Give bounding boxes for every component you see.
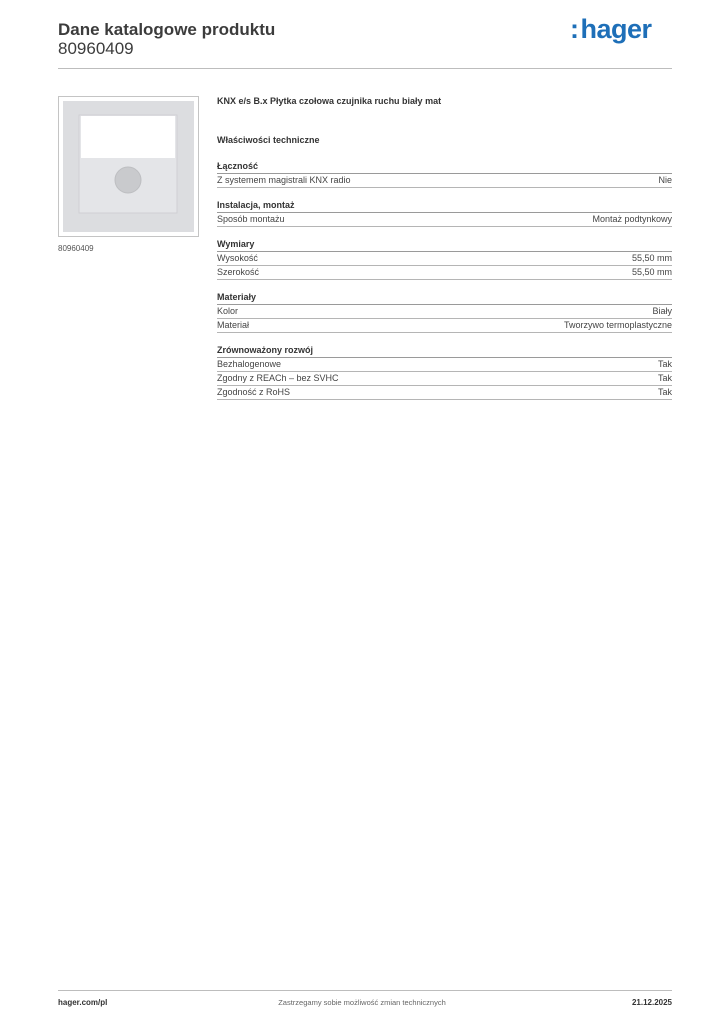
footer-date: 21.12.2025 (631, 998, 672, 1007)
section-title: Wymiary (217, 238, 672, 252)
property-label: Szerokość (217, 267, 260, 277)
property-row (217, 319, 672, 333)
property-row (217, 213, 672, 227)
property-section (217, 291, 672, 333)
property-row (217, 372, 672, 386)
property-label: Zgodny z REACh – bez SVHC (217, 373, 339, 383)
property-value: 55,50 mm (631, 253, 672, 263)
property-label: Zgodność z RoHS (217, 387, 291, 397)
property-label: Bezhalogenowe (217, 359, 282, 369)
footer-website: hager.com/pl (58, 998, 108, 1007)
property-value: Tak (657, 387, 672, 397)
hager-logo (570, 14, 652, 45)
product-title: KNX e/s B.x Płytka czołowa czujnika ruchu biały mat (217, 96, 442, 106)
property-value: Tworzywo termoplastyczne (563, 320, 672, 330)
property-label: Kolor (217, 306, 239, 316)
logo-text: hager (580, 14, 652, 44)
property-label: Z systemem magistrali KNX radio (217, 175, 351, 185)
property-value: Montaż podtynkowy (592, 214, 672, 224)
footer-divider (58, 990, 672, 991)
product-details (217, 96, 672, 411)
property-row (217, 252, 672, 266)
property-value: Tak (657, 373, 672, 383)
section-title: Materiały (217, 291, 672, 305)
property-section (217, 238, 672, 280)
properties-heading: Właściwości techniczne (217, 135, 320, 145)
page-title: Dane katalogowe produktu (58, 20, 276, 39)
property-sections (217, 160, 672, 400)
header-divider (58, 68, 672, 69)
footer-note: Zastrzegamy sobie możliwość zmian technicznych (278, 998, 446, 1007)
property-label: Sposób montażu (217, 214, 285, 224)
property-row (217, 305, 672, 319)
property-value: 55,50 mm (631, 267, 672, 277)
property-section (217, 199, 672, 227)
property-row (217, 358, 672, 372)
property-row (217, 174, 672, 188)
property-row (217, 386, 672, 400)
property-label: Wysokość (217, 253, 258, 263)
property-value: Tak (657, 359, 672, 369)
property-row (217, 266, 672, 280)
property-section (217, 344, 672, 400)
section-title: Łączność (217, 160, 672, 174)
motion-sensor-plate-icon (59, 97, 198, 236)
logo-colon-icon: : (570, 14, 579, 44)
property-value: Nie (658, 175, 672, 185)
section-title: Instalacja, montaż (217, 199, 672, 213)
property-value: Biały (652, 306, 672, 316)
product-image (58, 96, 199, 237)
property-label: Materiał (217, 320, 250, 330)
product-code: 80960409 (58, 39, 134, 58)
section-title: Zrównoważony rozwój (217, 344, 672, 358)
property-section (217, 160, 672, 188)
image-caption: 80960409 (58, 244, 94, 253)
